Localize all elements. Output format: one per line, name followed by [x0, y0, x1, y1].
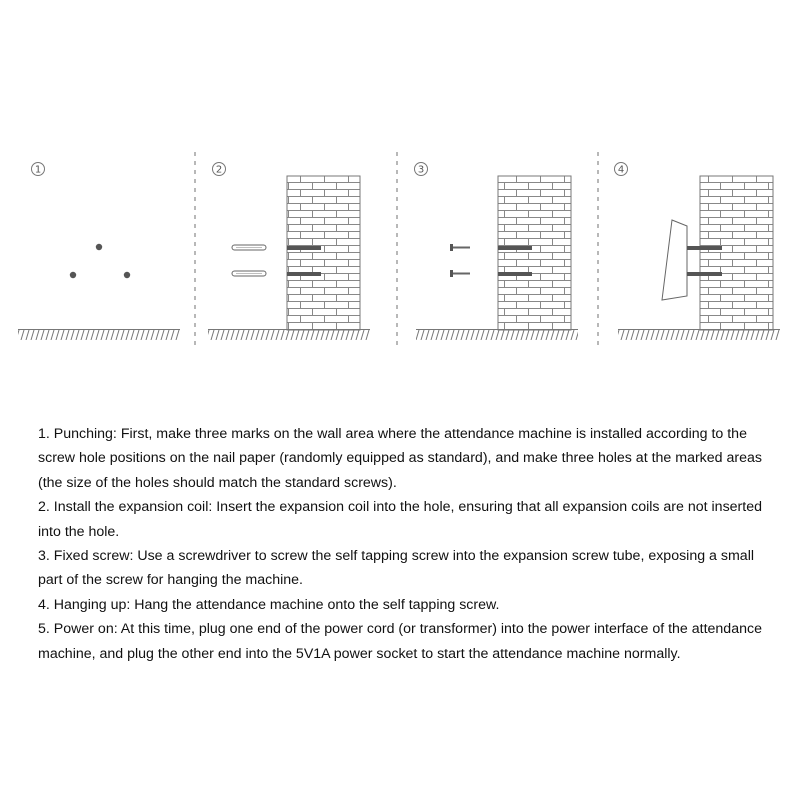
wall-mark-dot — [70, 272, 76, 278]
mounted-screw — [687, 272, 722, 276]
ground-hatching — [208, 330, 370, 341]
self-tapping-screw — [450, 244, 470, 251]
ground-hatching — [416, 330, 578, 341]
panel-2-expansion-coil — [208, 163, 370, 341]
attendance-machine — [662, 220, 687, 300]
panel-4-hanging-up — [615, 163, 781, 341]
brick-wall — [498, 176, 571, 330]
step-number-badge — [615, 163, 628, 176]
instruction-step-5: 5. Power on: At this time, plug one end of the power cord (or transformer) into the power interface of the attendance machine, and plug the other end into the 5V1A power socket to start the attendance machine normally. — [38, 621, 762, 662]
svg-text:2: 2 — [215, 164, 223, 176]
wall-hole — [287, 272, 321, 276]
svg-text:4: 4 — [617, 164, 625, 176]
expansion-coil — [232, 271, 266, 276]
step-number-badge — [415, 163, 428, 176]
mounted-screw — [687, 246, 722, 250]
brick-wall — [287, 176, 360, 330]
self-tapping-screw — [450, 270, 470, 277]
panel-1-punching — [18, 163, 180, 341]
step-number-badge — [32, 163, 45, 176]
ground-hatching — [618, 330, 780, 341]
instruction-step-1: 1. Punching: First, make three marks on the wall area where the attendance machine is installed according to the screw hole positions on the nail paper (randomly equipped as standard), and make three holes at the marked areas (the size of the holes should match the standard screws). — [38, 426, 762, 491]
step-number-badge — [213, 163, 226, 176]
wall-hole — [287, 246, 321, 250]
wall-mark-dot — [96, 244, 102, 250]
svg-text:1: 1 — [34, 164, 42, 176]
ground-hatching — [18, 330, 180, 341]
wall-hole — [498, 246, 532, 250]
wall-mark-dot — [124, 272, 130, 278]
brick-wall — [700, 176, 773, 330]
instruction-step-4: 4. Hanging up: Hang the attendance machine onto the self tapping screw. — [38, 596, 500, 613]
installation-diagram — [0, 140, 800, 360]
panel-3-fixed-screw — [415, 163, 579, 341]
instruction-step-2: 2. Install the expansion coil: Insert the expansion coil into the hole, ensuring that all expansion coils are not inserted into the hole. — [38, 499, 763, 540]
installation-instructions — [38, 422, 768, 666]
instruction-step-3: 3. Fixed screw: Use a screwdriver to screw the self tapping screw into the expansion screw tube, exposing a small part of the screw for hanging the machine. — [38, 548, 754, 589]
svg-text:3: 3 — [417, 164, 425, 176]
wall-hole — [498, 272, 532, 276]
expansion-coil — [232, 245, 266, 250]
